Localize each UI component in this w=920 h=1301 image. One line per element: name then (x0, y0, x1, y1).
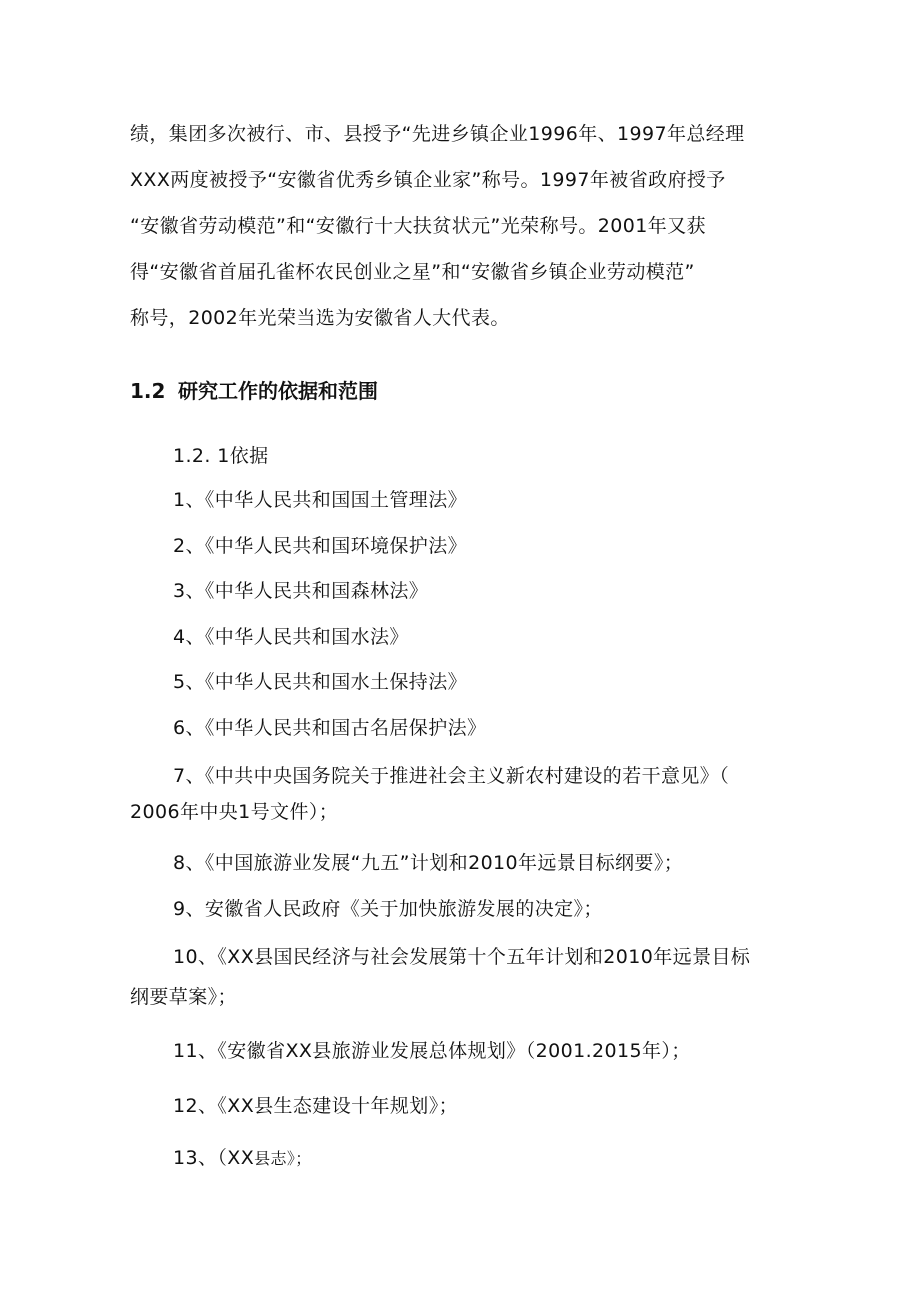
intro-line: “安徽省劳动模范”和“安徽行十大扶贫状元”光荣称号。2001年又获 (130, 215, 706, 237)
list-item-prefix: 13、（XX (173, 1147, 255, 1169)
subsection-title: 1.2. 1依据 (173, 445, 269, 467)
section-number: 1.2 (130, 379, 166, 403)
list-item: 9、安徽省人民政府《关于加快旅游发展的决定》； (173, 898, 603, 920)
list-item: 8、《中国旅游业发展“九五”计划和2010年远景目标纲要》； (173, 852, 684, 874)
list-item: 4、《中华人民共和国水法》 (173, 626, 409, 648)
list-item-continuation: 纲要草案》； (130, 986, 237, 1008)
list-item: 7、《中共中央国务院关于推进社会主义新农村建设的若干意见》（ (173, 765, 730, 787)
list-item: 6、《中华人民共和国古名居保护法》 (173, 717, 487, 739)
list-item-suffix: 县志》； (254, 1149, 312, 1168)
list-item: 12、《XX县生态建设十年规划》； (173, 1095, 459, 1117)
list-item: 2、《中华人民共和国环境保护法》 (173, 535, 467, 557)
intro-line: 绩，集团多次被行、市、县授予“先进乡镇企业1996年、1997年总经理 (130, 123, 745, 145)
list-item: 11、《安徽省XX县旅游业发展总体规划》（2001.2015年）； (173, 1040, 691, 1062)
list-item-continuation: 2006年中央1号文件）； (130, 801, 339, 823)
section-heading (130, 378, 378, 404)
intro-line: 称号，2002年光荣当选为安徽省人大代表。 (130, 307, 510, 329)
intro-line: XXX两度被授予“安徽省优秀乡镇企业家”称号。1997年被省政府授予 (130, 169, 726, 191)
list-item: 5、《中华人民共和国水土保持法》 (173, 671, 467, 693)
list-item: 3、《中华人民共和国森林法》 (173, 580, 429, 602)
list-item: 10、《XX县国民经济与社会发展第十个五年计划和2010年远景目标 (173, 946, 751, 968)
intro-line: 得“安徽省首届孔雀杯农民创业之星”和“安徽省乡镇企业劳动模范” (130, 261, 695, 283)
list-item: 1、《中华人民共和国国土管理法》 (173, 489, 467, 511)
section-title: 研究工作的依据和范围 (178, 379, 378, 403)
list-item (173, 1146, 312, 1171)
